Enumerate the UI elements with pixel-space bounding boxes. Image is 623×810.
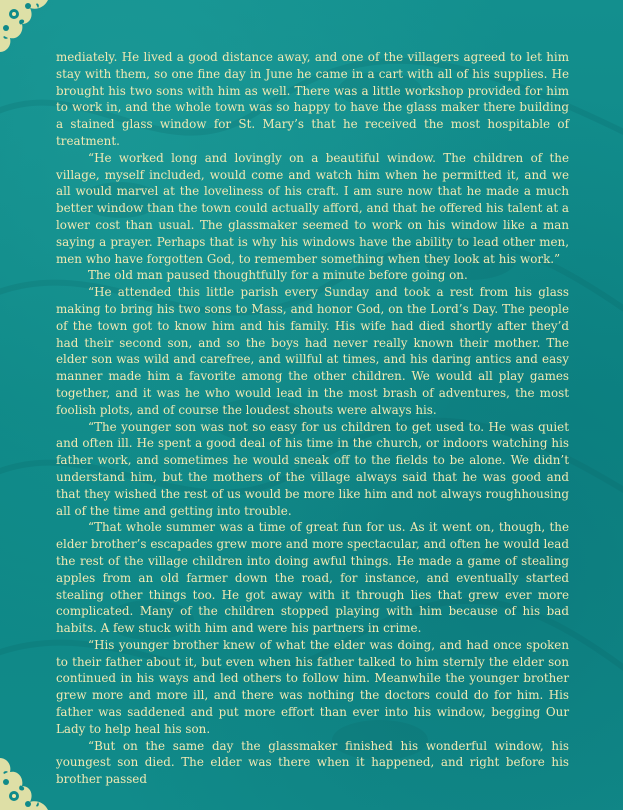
paragraph-2: “He worked long and lovingly on a beautiful window. The children of the village, myself included, would come and watch him when he permitted it, and we all would marvel at the loveliness of his craft. I am sure now that he made a much better window than the town could actually afford, and that he offered his talent at a lower cost than usual. The glassmaker seemed to work on his window like a man saying a prayer. Perhaps that is why his windows have the ability to lead other men, men who have forgotten God, to remember something when they look at his work.” xyxy=(56,150,569,266)
paragraph-7: “His younger brother knew of what the elder was doing, and had once spoken to their father about it, but even when his father talked to him sternly the elder son continued in his ways and led others to follow him. Meanwhile the younger brother grew more and more ill, and there was nothing the doctors could do for him. His father was saddened and put more effort than ever into his window, begging Our Lady to help heal his son. xyxy=(56,637,569,736)
paragraph-4: “He attended this little parish every Sunday and took a rest from his glass making to bring his two sons to Mass, and honor God, on the Lord’s Day. The people of the town got to know him and his family. His wife had died shortly after they’d had their second son, and so the boys had never really known their mother. The elder son was wild and carefree, and willful at times, and his daring antics and easy manner made him a favorite among the other children. We would all play games together, and it was he who would lead in the most brash of adventures, the most foolish plots, and of course the loudest shouts were always his. xyxy=(56,285,569,417)
story-text xyxy=(56,49,569,788)
paragraph-1: mediately. He lived a good distance away, and one of the villagers agreed to let him stay with them, so one fine day in June he came in a cart with all of his supplies. He brought his two sons with him as well. There was a little workshop provided for him to work in, and the whole town was so happy to have the glass maker there building a stained glass window for St. Mary’s that he received the most hospitable of treatment. xyxy=(56,50,569,148)
floral-corner-ornament-bottom-left xyxy=(0,746,64,810)
floral-corner-ornament-top-left xyxy=(0,0,64,64)
paragraph-6: “That whole summer was a time of great fun for us. As it went on, though, the elder brother’s escapades grew more and more spectacular, and often he would lead the rest of the village children into doing awful things. He made a game of stealing apples from an old farmer down the road, for instance, and eventually started stealing other things too. He got away with it through lies that grew ever more complicated. Many of the children stopped playing with him because of his bad habits. A few stuck with him and were his partners in crime. xyxy=(56,520,569,636)
paragraph-3: The old man paused thoughtfully for a minute before going on. xyxy=(88,268,468,283)
paragraph-5: “The younger son was not so easy for us children to get used to. He was quiet and often ill. He spent a good deal of his time in the church, or indoors watching his father work, and sometimes he would sneak off to the fields to be alone. We didn’t understand him, but the mothers of the village always said that he was good and that they wished the rest of us would be more like him and not always roughhousing all of the time and getting into trouble. xyxy=(56,419,569,518)
paragraph-8: “But on the same day the glassmaker finished his wonderful window, his youngest son died. The elder was there when it happened, and right before his brother passed xyxy=(56,738,569,787)
